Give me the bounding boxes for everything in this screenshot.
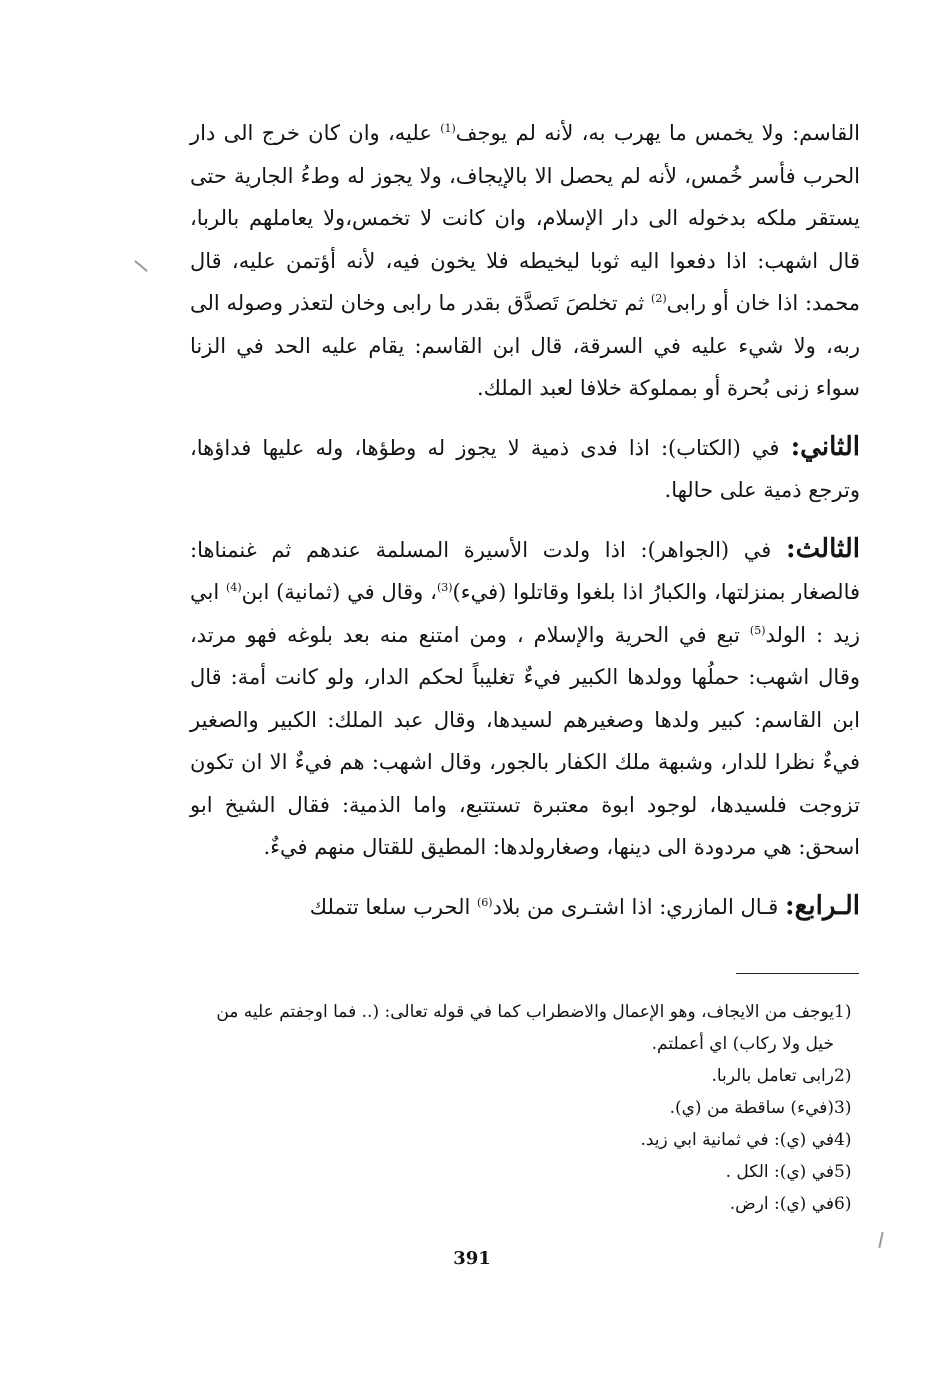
footnote-ref-1[interactable]: (1) (440, 122, 456, 135)
text-run: في (الجواهر): اذا ولدت الأسيرة المسلمة عندهم ثم غنمناها: فالصغار بمنزلتها، والكبارُ اذا بلغوا وقاتلوا (فيء) (190, 537, 861, 604)
text-run: ثم تخلصَ تَصدَّق بقدر ما رابى وخان لتعذر وصوله الى ربه، ولا شيء عليه في السرقة، قال ابن القاسم: يقام عليه الحد في الزنا سواء زنى بُحرة أو بمملوكة خلافا لعبد الملك. (190, 291, 860, 400)
footnote-ref-6[interactable]: (6) (477, 895, 493, 909)
footnote-number: 2) (834, 1066, 852, 1086)
text-run: ابي زيد : الولد (190, 580, 860, 647)
footnotes-list (190, 996, 860, 1220)
text-run: الحرب سلعا تتملك (309, 894, 477, 919)
footnote-ref-4[interactable]: (4) (226, 581, 242, 594)
footnote-text: في (ي): الكل . (725, 1162, 834, 1182)
footnote-2 (190, 1060, 860, 1092)
footnote-5 (190, 1156, 860, 1188)
footnote-number: 1) (834, 1002, 852, 1022)
footnote-number: 5) (834, 1162, 852, 1182)
text-run: في (الكتاب): اذا فدى ذمية لا يجوز له وطؤها، وله عليها فداؤها، وترجع ذمية على حالها. (190, 435, 860, 502)
main-text (190, 112, 860, 928)
section-heading-fourth: الـرابع: (784, 890, 860, 921)
text-run: قـال المازري: اذا اشتـرى من بلاد (492, 894, 785, 919)
footnote-text: يوجف من الايجاف، وهو الإعمال والاضطراب كما في قوله تعالى: (.. فما اوجفتم عليه من خيل ولا ركاب) اي أعملتم. (216, 1002, 834, 1054)
scan-mark (878, 1232, 883, 1248)
footnote-text: (فيء) ساقطة من (ي). (669, 1098, 834, 1118)
footnote-6 (190, 1188, 860, 1220)
footnote-ref-5[interactable]: (5) (749, 623, 766, 637)
footnote-text: في (ي): ارض. (729, 1194, 834, 1214)
section-heading-second: الثاني: (790, 431, 860, 462)
text-run: تبع في الحرية والإسلام ، ومن امتنع منه بعد بلوغه فهو مرتد، وقال اشهب: حملُها وولدها الكبير فيءٌ تغليباً لحكم الدار، ولو كانت أمة: قال ابن القاسم: كبير ولدها وصغيرهم لسيدها، وقال عبد الملك: الكبير والصغير فيءٌ نظرا للدار، وشبهة ملك الكفار بالجور، وقال اشهب: هم فيءٌ الا ان تكون تزوجت فلسيدها، لوجود ابوة معتبرة تستتبع، واما الذمية: فقال الشيخ ابو اسحق: هي مردودة الى دينها، وصغارولدها: المطيق للقتال منهم فيءٌ. (190, 622, 860, 859)
footnote-text: في (ي): في ثمانية ابي زيد. (640, 1130, 834, 1150)
text-run: عليه، وان كان خرج الى دار الحرب فأسر خُمس، لأنه لم يحصل الا بالإيجاف، ولا يجوز له وطءُ الجارية حتى يستقر ملكه بدخوله الى دار الإسلام، وان كانت لا تخمس،ولا يعاملهم بالربا، قال اشهب: اذا دفعوا اليه ثوبا ليخيطه فلا يخون فيه، لأنه أؤتمن عليه، قال محمد: اذا خان أو رابى (190, 121, 860, 315)
footnote-ref-3[interactable]: (3) (436, 581, 453, 594)
paragraph-2 (190, 426, 860, 512)
text-run: ، وقال في (ثمانية) ابن (241, 580, 437, 604)
footnote-divider (736, 973, 859, 974)
paragraph-4 (190, 885, 860, 929)
scan-mark (134, 260, 148, 272)
paragraph-3 (190, 528, 860, 869)
text-run: القاسم: ولا يخمس ما يهرب به، لأنه لم يوجف (455, 121, 860, 145)
section-heading-third: الثالث: (786, 533, 860, 564)
footnote-1 (190, 996, 860, 1060)
footnote-text: رابى تعامل بالربا. (711, 1066, 834, 1086)
footnote-3 (190, 1092, 860, 1124)
footnote-number: 4) (834, 1130, 852, 1150)
footnote-number: 3) (834, 1098, 852, 1118)
paragraph-1 (190, 112, 860, 410)
footnote-4 (190, 1124, 860, 1156)
page-number: 391 (453, 1248, 491, 1269)
footnote-ref-2[interactable]: (2) (651, 292, 667, 305)
footnote-number: 6) (834, 1194, 852, 1214)
